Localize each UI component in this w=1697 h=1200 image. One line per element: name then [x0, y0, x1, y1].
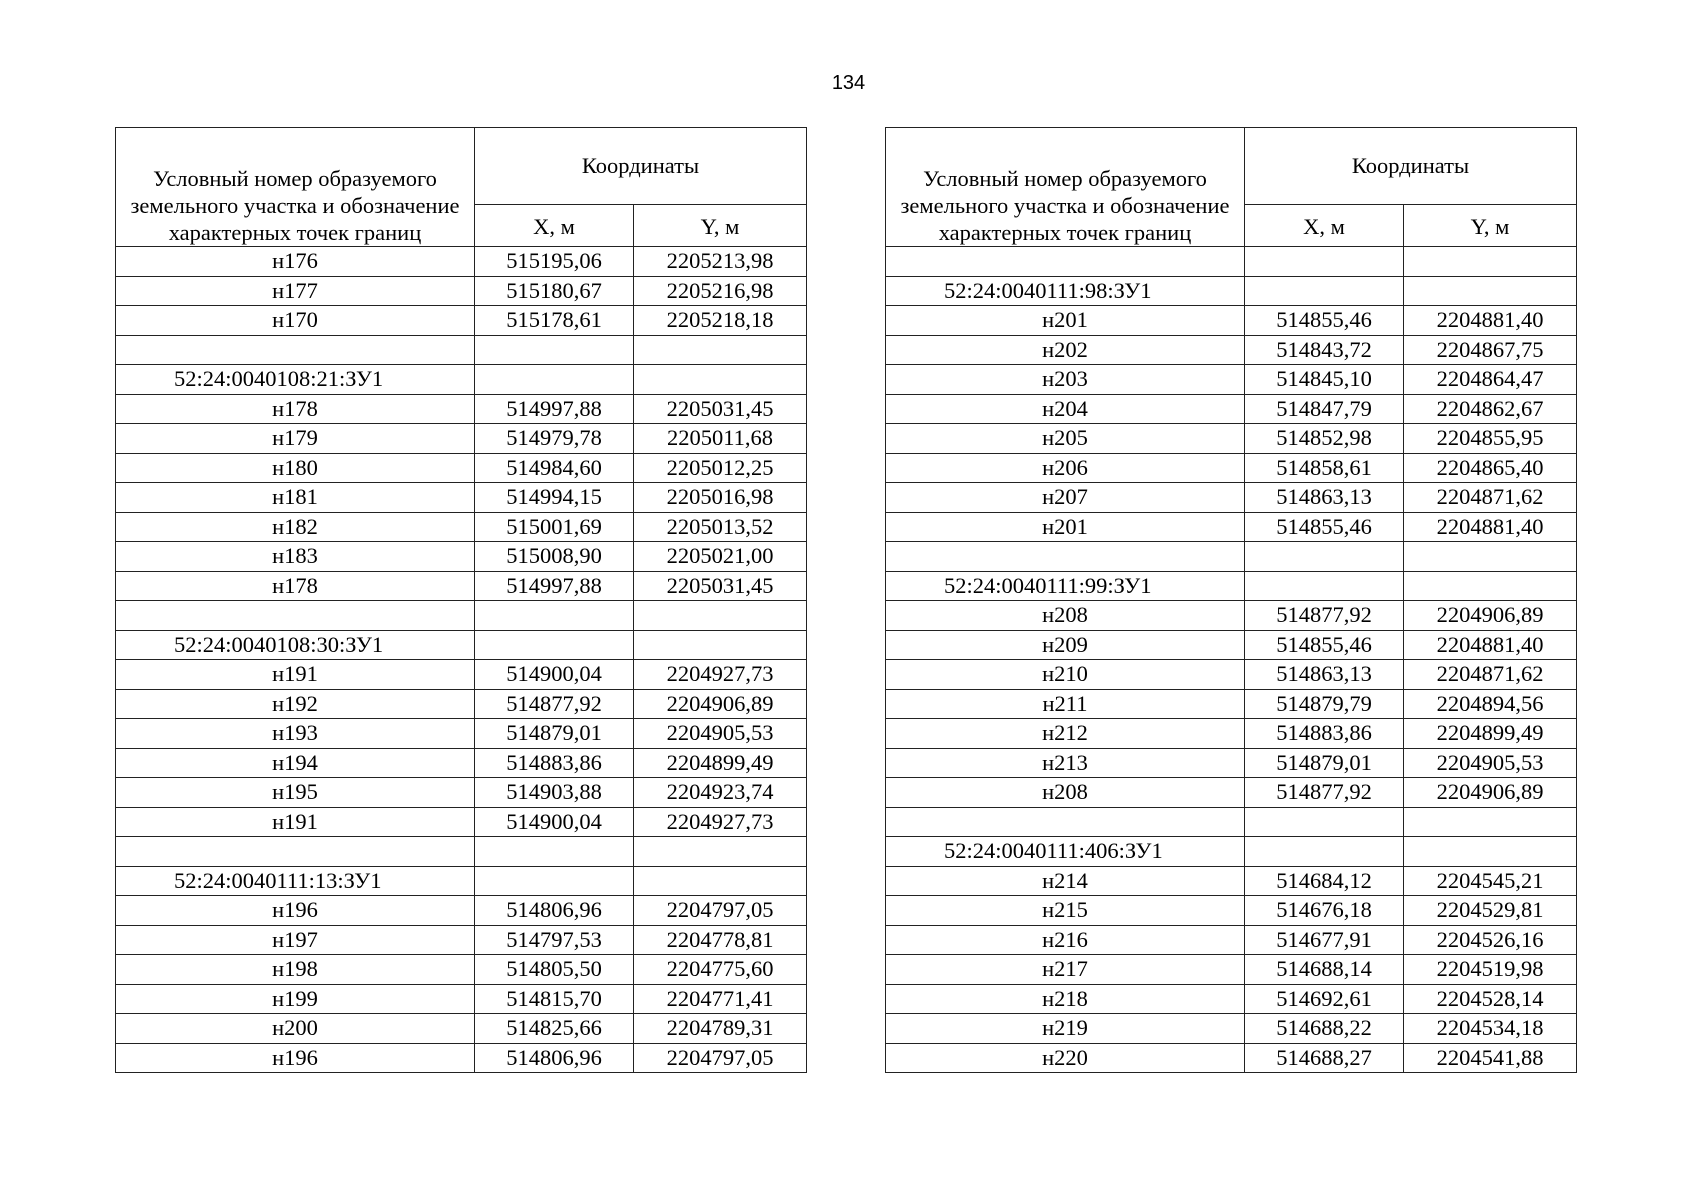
y-coordinate: 2204778,81: [634, 925, 807, 955]
x-coordinate: 515180,67: [475, 276, 634, 306]
x-coordinate: [1245, 571, 1404, 601]
point-label: н180: [116, 453, 475, 483]
point-label: н220: [886, 1043, 1245, 1073]
y-coordinate: [1404, 247, 1577, 277]
table-row: [116, 955, 807, 985]
y-coordinate: 2204881,40: [1404, 306, 1577, 336]
x-coordinate: [1245, 276, 1404, 306]
table-row: [886, 748, 1577, 778]
point-label: н201: [886, 306, 1245, 336]
point-label: [116, 335, 475, 365]
y-coordinate: 2204881,40: [1404, 512, 1577, 542]
y-coordinate: 2204855,95: [1404, 424, 1577, 454]
x-coordinate: [475, 630, 634, 660]
x-coordinate: 514855,46: [1245, 630, 1404, 660]
point-label: н179: [116, 424, 475, 454]
page-number: 134: [831, 72, 866, 94]
y-coordinate: [1404, 837, 1577, 867]
point-label: н205: [886, 424, 1245, 454]
table-row: [886, 542, 1577, 572]
table-body: [886, 247, 1577, 1073]
x-coordinate: 514692,61: [1245, 984, 1404, 1014]
y-coordinate: 2204899,49: [1404, 719, 1577, 749]
table-row: [116, 689, 807, 719]
table-row: [886, 453, 1577, 483]
y-coordinate: [634, 837, 807, 867]
x-coordinate: 515178,61: [475, 306, 634, 336]
point-label: н215: [886, 896, 1245, 926]
point-label: н206: [886, 453, 1245, 483]
y-coordinate: 2204534,18: [1404, 1014, 1577, 1044]
table-row: [886, 1014, 1577, 1044]
point-label: н197: [116, 925, 475, 955]
y-coordinate: 2204862,67: [1404, 394, 1577, 424]
y-coordinate: 2205031,45: [634, 394, 807, 424]
x-coordinate: 514863,13: [1245, 483, 1404, 513]
y-coordinate: 2204541,88: [1404, 1043, 1577, 1073]
table-row: [116, 306, 807, 336]
x-coordinate: 514877,92: [1245, 601, 1404, 631]
table-row: [116, 778, 807, 808]
y-coordinate: 2205218,18: [634, 306, 807, 336]
y-coordinate: [634, 630, 807, 660]
table-body: [116, 247, 807, 1073]
table-row: [886, 955, 1577, 985]
point-label: н193: [116, 719, 475, 749]
table-row: [116, 748, 807, 778]
point-label: н196: [116, 896, 475, 926]
y-coordinate: 2204864,47: [1404, 365, 1577, 395]
point-label: н213: [886, 748, 1245, 778]
y-coordinate: 2204519,98: [1404, 955, 1577, 985]
table-row: [886, 247, 1577, 277]
point-label: н199: [116, 984, 475, 1014]
y-coordinate: [634, 601, 807, 631]
table-row: [886, 424, 1577, 454]
table-row: [886, 365, 1577, 395]
y-coordinate: 2204905,53: [1404, 748, 1577, 778]
x-coordinate: 514877,92: [475, 689, 634, 719]
x-coordinate: 514903,88: [475, 778, 634, 808]
y-coordinate: 2205213,98: [634, 247, 807, 277]
x-coordinate: 515195,06: [475, 247, 634, 277]
parcel-row: [886, 571, 1577, 601]
point-label: н211: [886, 689, 1245, 719]
point-label: [886, 807, 1245, 837]
x-coordinate: [475, 335, 634, 365]
table-row: [116, 542, 807, 572]
table-row: [886, 689, 1577, 719]
y-coordinate: 2205216,98: [634, 276, 807, 306]
point-label: н210: [886, 660, 1245, 690]
table-row: [116, 1043, 807, 1073]
parcel-number: 52:24:0040111:406:ЗУ1: [886, 837, 1245, 867]
x-coordinate: 514855,46: [1245, 512, 1404, 542]
table-row: [116, 571, 807, 601]
x-coordinate: 514847,79: [1245, 394, 1404, 424]
y-coordinate: [1404, 807, 1577, 837]
y-coordinate: 2204906,89: [1404, 778, 1577, 808]
y-coordinate: 2204867,75: [1404, 335, 1577, 365]
x-coordinate: 514684,12: [1245, 866, 1404, 896]
x-coordinate: 514858,61: [1245, 453, 1404, 483]
x-coordinate: [475, 365, 634, 395]
table-row: [886, 512, 1577, 542]
y-coordinate: 2204775,60: [634, 955, 807, 985]
table-row: [116, 719, 807, 749]
y-coordinate: 2205021,00: [634, 542, 807, 572]
y-coordinate: 2204927,73: [634, 807, 807, 837]
point-label: н219: [886, 1014, 1245, 1044]
x-coordinate: 514879,79: [1245, 689, 1404, 719]
point-label: н217: [886, 955, 1245, 985]
x-coordinate: [1245, 807, 1404, 837]
table-row: [116, 247, 807, 277]
x-coordinate: 514997,88: [475, 571, 634, 601]
y-coordinate: 2205016,98: [634, 483, 807, 513]
table-row: [116, 335, 807, 365]
x-coordinate: 514883,86: [1245, 719, 1404, 749]
header-x: X, м: [1245, 205, 1404, 247]
y-coordinate: 2204529,81: [1404, 896, 1577, 926]
y-coordinate: 2204871,62: [1404, 660, 1577, 690]
x-coordinate: 514997,88: [475, 394, 634, 424]
coordinates-table-right: [885, 127, 1577, 1073]
table-row: [886, 807, 1577, 837]
point-label: н170: [116, 306, 475, 336]
point-label: [116, 837, 475, 867]
table-row: [116, 276, 807, 306]
table-row: [116, 896, 807, 926]
point-label: н183: [116, 542, 475, 572]
x-coordinate: 514900,04: [475, 807, 634, 837]
table-row: [116, 424, 807, 454]
table-row: [886, 896, 1577, 926]
point-label: н214: [886, 866, 1245, 896]
x-coordinate: 514883,86: [475, 748, 634, 778]
y-coordinate: 2205011,68: [634, 424, 807, 454]
table-row: [886, 1043, 1577, 1073]
parcel-number: 52:24:0040111:99:ЗУ1: [886, 571, 1245, 601]
y-coordinate: 2204528,14: [1404, 984, 1577, 1014]
x-coordinate: 514863,13: [1245, 660, 1404, 690]
table-row: [116, 453, 807, 483]
y-coordinate: 2204545,21: [1404, 866, 1577, 896]
x-coordinate: 514984,60: [475, 453, 634, 483]
x-coordinate: 514797,53: [475, 925, 634, 955]
point-label: н203: [886, 365, 1245, 395]
parcel-row: [886, 837, 1577, 867]
table-row: [116, 925, 807, 955]
header-coordinates: Координаты: [1245, 128, 1577, 205]
parcel-row: [116, 866, 807, 896]
point-label: н194: [116, 748, 475, 778]
table-row: [116, 601, 807, 631]
x-coordinate: 514806,96: [475, 1043, 634, 1073]
table-row: [116, 660, 807, 690]
point-label: н216: [886, 925, 1245, 955]
table-row: [886, 335, 1577, 365]
point-label: н201: [886, 512, 1245, 542]
table-row: [886, 660, 1577, 690]
header-coordinates: Координаты: [475, 128, 807, 205]
x-coordinate: 514676,18: [1245, 896, 1404, 926]
y-coordinate: 2205031,45: [634, 571, 807, 601]
header-y: Y, м: [1404, 205, 1577, 247]
y-coordinate: 2204526,16: [1404, 925, 1577, 955]
x-coordinate: 514688,27: [1245, 1043, 1404, 1073]
point-label: н209: [886, 630, 1245, 660]
table-row: [116, 512, 807, 542]
table-row: [116, 483, 807, 513]
point-label: н192: [116, 689, 475, 719]
table-row: [886, 601, 1577, 631]
x-coordinate: 514852,98: [1245, 424, 1404, 454]
header-point-label: Условный номер образуемого земельного участка и обозначение характерных точек границ: [886, 128, 1245, 247]
x-coordinate: 514900,04: [475, 660, 634, 690]
parcel-number: 52:24:0040111:13:ЗУ1: [116, 866, 475, 896]
table-row: [886, 778, 1577, 808]
parcel-row: [116, 365, 807, 395]
point-label: н202: [886, 335, 1245, 365]
x-coordinate: [1245, 837, 1404, 867]
x-coordinate: 514688,14: [1245, 955, 1404, 985]
y-coordinate: 2204871,62: [1404, 483, 1577, 513]
x-coordinate: 514688,22: [1245, 1014, 1404, 1044]
point-label: н191: [116, 807, 475, 837]
y-coordinate: [634, 335, 807, 365]
parcel-number: 52:24:0040111:98:ЗУ1: [886, 276, 1245, 306]
y-coordinate: 2204771,41: [634, 984, 807, 1014]
point-label: н195: [116, 778, 475, 808]
y-coordinate: 2204906,89: [1404, 601, 1577, 631]
x-coordinate: 514815,70: [475, 984, 634, 1014]
point-label: н198: [116, 955, 475, 985]
table-row: [116, 984, 807, 1014]
header-x: X, м: [475, 205, 634, 247]
x-coordinate: 514877,92: [1245, 778, 1404, 808]
y-coordinate: 2205012,25: [634, 453, 807, 483]
point-label: н176: [116, 247, 475, 277]
parcel-number: 52:24:0040108:30:ЗУ1: [116, 630, 475, 660]
x-coordinate: 514805,50: [475, 955, 634, 985]
point-label: [886, 247, 1245, 277]
point-label: н204: [886, 394, 1245, 424]
x-coordinate: 514806,96: [475, 896, 634, 926]
table-row: [886, 306, 1577, 336]
point-label: н182: [116, 512, 475, 542]
x-coordinate: 514825,66: [475, 1014, 634, 1044]
y-coordinate: 2204927,73: [634, 660, 807, 690]
x-coordinate: 514979,78: [475, 424, 634, 454]
point-label: н218: [886, 984, 1245, 1014]
point-label: н200: [116, 1014, 475, 1044]
table-row: [886, 925, 1577, 955]
y-coordinate: 2204923,74: [634, 778, 807, 808]
table-row: [886, 394, 1577, 424]
table-row: [116, 837, 807, 867]
x-coordinate: [475, 866, 634, 896]
point-label: н196: [116, 1043, 475, 1073]
x-coordinate: [475, 601, 634, 631]
x-coordinate: 514855,46: [1245, 306, 1404, 336]
table-row: [886, 483, 1577, 513]
y-coordinate: 2204881,40: [1404, 630, 1577, 660]
table-row: [116, 394, 807, 424]
y-coordinate: [634, 866, 807, 896]
point-label: н178: [116, 571, 475, 601]
y-coordinate: 2204906,89: [634, 689, 807, 719]
table-row: [886, 630, 1577, 660]
y-coordinate: [634, 365, 807, 395]
table-row: [886, 984, 1577, 1014]
point-label: [116, 601, 475, 631]
point-label: н208: [886, 778, 1245, 808]
y-coordinate: 2204797,05: [634, 1043, 807, 1073]
x-coordinate: 514677,91: [1245, 925, 1404, 955]
point-label: н177: [116, 276, 475, 306]
x-coordinate: 514843,72: [1245, 335, 1404, 365]
header-point-label: Условный номер образуемого земельного участка и обозначение характерных точек границ: [116, 128, 475, 247]
table-row: [116, 807, 807, 837]
x-coordinate: 515001,69: [475, 512, 634, 542]
x-coordinate: [1245, 247, 1404, 277]
header-y: Y, м: [634, 205, 807, 247]
point-label: н191: [116, 660, 475, 690]
y-coordinate: 2204905,53: [634, 719, 807, 749]
y-coordinate: 2204899,49: [634, 748, 807, 778]
x-coordinate: 514994,15: [475, 483, 634, 513]
y-coordinate: [1404, 542, 1577, 572]
parcel-row: [116, 630, 807, 660]
y-coordinate: 2205013,52: [634, 512, 807, 542]
x-coordinate: 514845,10: [1245, 365, 1404, 395]
table-row: [116, 1014, 807, 1044]
x-coordinate: [475, 837, 634, 867]
y-coordinate: 2204865,40: [1404, 453, 1577, 483]
y-coordinate: 2204789,31: [634, 1014, 807, 1044]
x-coordinate: [1245, 542, 1404, 572]
y-coordinate: 2204797,05: [634, 896, 807, 926]
parcel-number: 52:24:0040108:21:ЗУ1: [116, 365, 475, 395]
point-label: н207: [886, 483, 1245, 513]
table-row: [886, 866, 1577, 896]
y-coordinate: [1404, 571, 1577, 601]
table-row: [886, 719, 1577, 749]
y-coordinate: [1404, 276, 1577, 306]
point-label: н178: [116, 394, 475, 424]
y-coordinate: 2204894,56: [1404, 689, 1577, 719]
x-coordinate: 514879,01: [1245, 748, 1404, 778]
x-coordinate: 515008,90: [475, 542, 634, 572]
coordinates-table-left: [115, 127, 807, 1073]
x-coordinate: 514879,01: [475, 719, 634, 749]
point-label: н208: [886, 601, 1245, 631]
point-label: н212: [886, 719, 1245, 749]
point-label: [886, 542, 1245, 572]
point-label: н181: [116, 483, 475, 513]
parcel-row: [886, 276, 1577, 306]
